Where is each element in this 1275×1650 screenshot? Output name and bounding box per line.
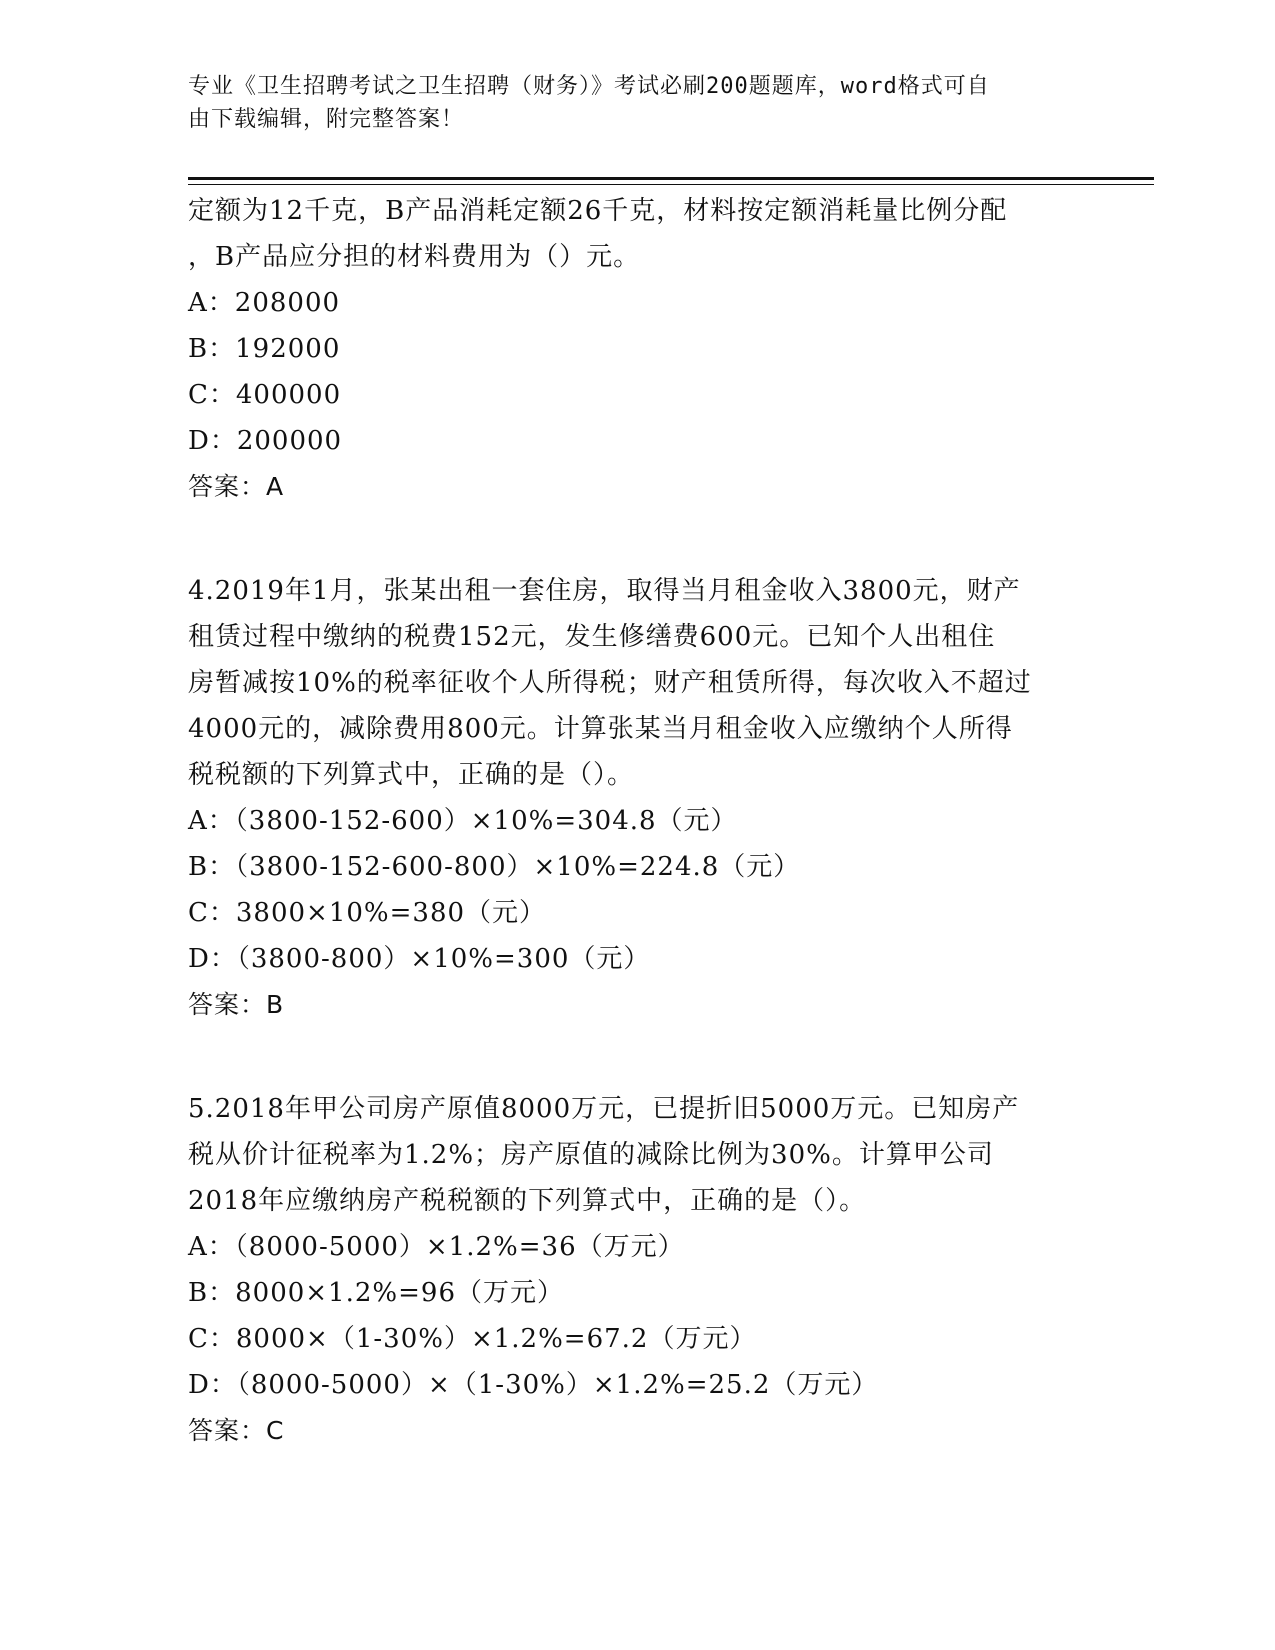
- answer-line: 答案：B: [188, 990, 285, 1019]
- question-stem-line: 租赁过程中缴纳的税费152元，发生修缮费600元。已知个人出租住: [188, 622, 996, 652]
- option-b: B：（3800-152-600-800）×10%=224.8（元）: [188, 852, 801, 882]
- option-c: C：8000×（1-30%）×1.2%=67.2（万元）: [188, 1324, 757, 1354]
- question-spacer: [188, 1028, 1078, 1086]
- option-d: D：（8000-5000）×（1-30%）×1.2%=25.2（万元）: [188, 1370, 879, 1400]
- question-stem-line: 税从价计征税率为1.2%；房产原值的减除比例为30%。计算甲公司: [188, 1140, 994, 1170]
- question-block: [188, 568, 1078, 1028]
- option-a: A：（3800-152-600）×10%=304.8（元）: [188, 806, 738, 836]
- option-d: D：200000: [188, 426, 343, 456]
- question-stem-line: 5.2018年甲公司房产原值8000万元，已提折旧5000万元。已知房产: [188, 1094, 1020, 1124]
- question-block: [188, 188, 1078, 510]
- question-stem-line: 2018年应缴纳房产税税额的下列算式中，正确的是（）。: [188, 1186, 867, 1216]
- option-c: C：400000: [188, 380, 342, 410]
- header-divider: [188, 177, 1154, 180]
- question-stem-line: 房暂减按10%的税率征收个人所得税；财产租赁所得，每次收入不超过: [188, 668, 1032, 698]
- question-spacer: [188, 510, 1078, 568]
- answer-line: 答案：A: [188, 472, 285, 501]
- question-block: [188, 1086, 1078, 1454]
- answer-line: 答案：C: [188, 1416, 285, 1445]
- question-stem-line: 税税额的下列算式中，正确的是（）。: [188, 760, 635, 790]
- option-c: C：3800×10%=380（元）: [188, 898, 547, 928]
- option-a: A：208000: [188, 288, 341, 318]
- option-d: D：（3800-800）×10%=300（元）: [188, 944, 651, 974]
- header-line: 由下载编辑，附完整答案！: [188, 107, 465, 132]
- option-b: B：192000: [188, 334, 341, 364]
- option-a: A：（8000-5000）×1.2%=36（万元）: [188, 1232, 685, 1262]
- question-list: [188, 188, 1078, 1454]
- option-b: B：8000×1.2%=96（万元）: [188, 1278, 564, 1308]
- header-line: 专业《卫生招聘考试之卫生招聘（财务）》考试必刷200题题库，word格式可自: [188, 74, 990, 99]
- question-stem-line: 定额为12千克，B产品消耗定额26千克，材料按定额消耗量比例分配: [188, 196, 1008, 226]
- question-stem-line: ，B产品应分担的材料费用为（）元。: [188, 242, 641, 272]
- question-stem-line: 4000元的，减除费用800元。计算张某当月租金收入应缴纳个人所得: [188, 714, 1013, 744]
- question-stem-line: 4.2019年1月，张某出租一套住房，取得当月租金收入3800元，财产: [188, 576, 1021, 606]
- header-divider-thin: [188, 184, 1154, 185]
- document-header: [188, 70, 1068, 136]
